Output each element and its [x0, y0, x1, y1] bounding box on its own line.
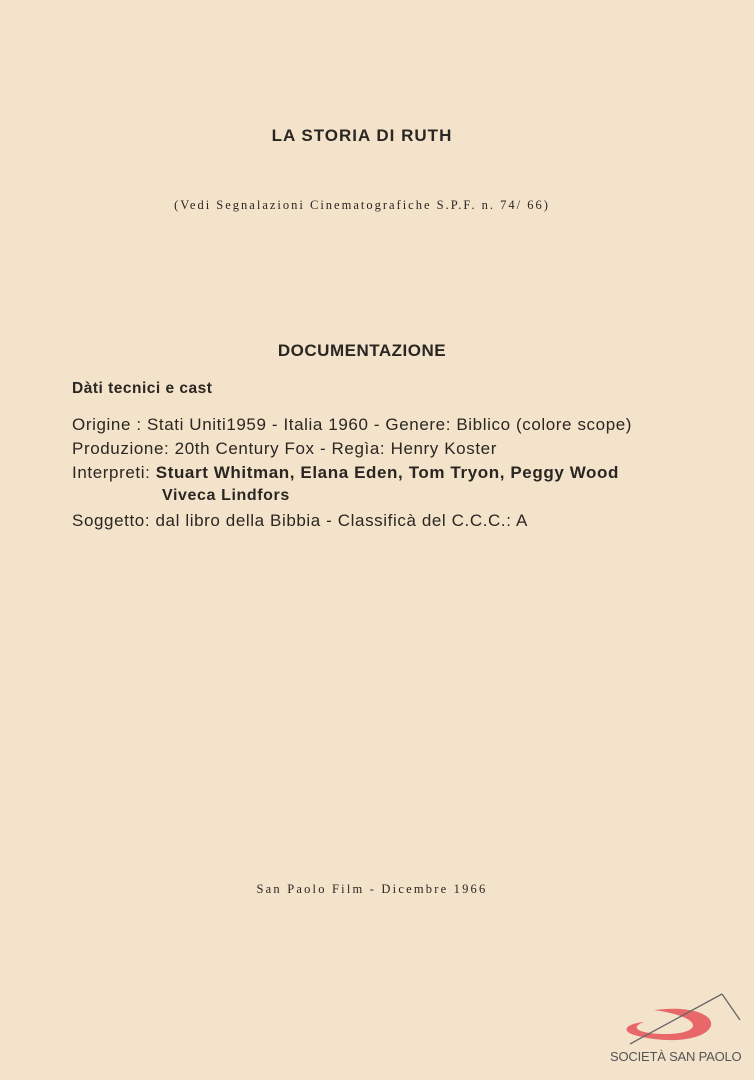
cast-continuation: Viveca Lindfors — [162, 487, 290, 504]
logo-text: SOCIETÀ SAN PAOLO — [610, 1049, 742, 1064]
societa-san-paolo-logo — [610, 990, 742, 1070]
section-title: DOCUMENTAZIONE — [277, 341, 447, 360]
subject-line: Soggetto: dal libro della Bibbia - Classificà del C.C.C.: A — [72, 511, 528, 530]
footer-text: San Paolo Film - Dicembre 1966 — [256, 882, 488, 896]
document-title: LA STORIA DI RUTH — [271, 126, 453, 145]
subsection-title: Dàti tecnici e cast — [72, 380, 213, 397]
cast-line — [72, 463, 619, 483]
cast-label: Interpreti: — [72, 463, 151, 482]
cast-names: Stuart Whitman, Elana Eden, Tom Tryon, Peggy Wood — [155, 463, 619, 482]
reference-note: (Vedi Segnalazioni Cinematografiche S.P.F. n. 74/ 66) — [174, 198, 550, 212]
logo-mark-icon — [610, 990, 742, 1050]
production-line: Produzione: 20th Century Fox - Regìa: Henry Koster — [72, 439, 497, 458]
origin-line: Origine : Stati Uniti1959 - Italia 1960 - Genere: Biblico (colore scope) — [72, 415, 633, 434]
